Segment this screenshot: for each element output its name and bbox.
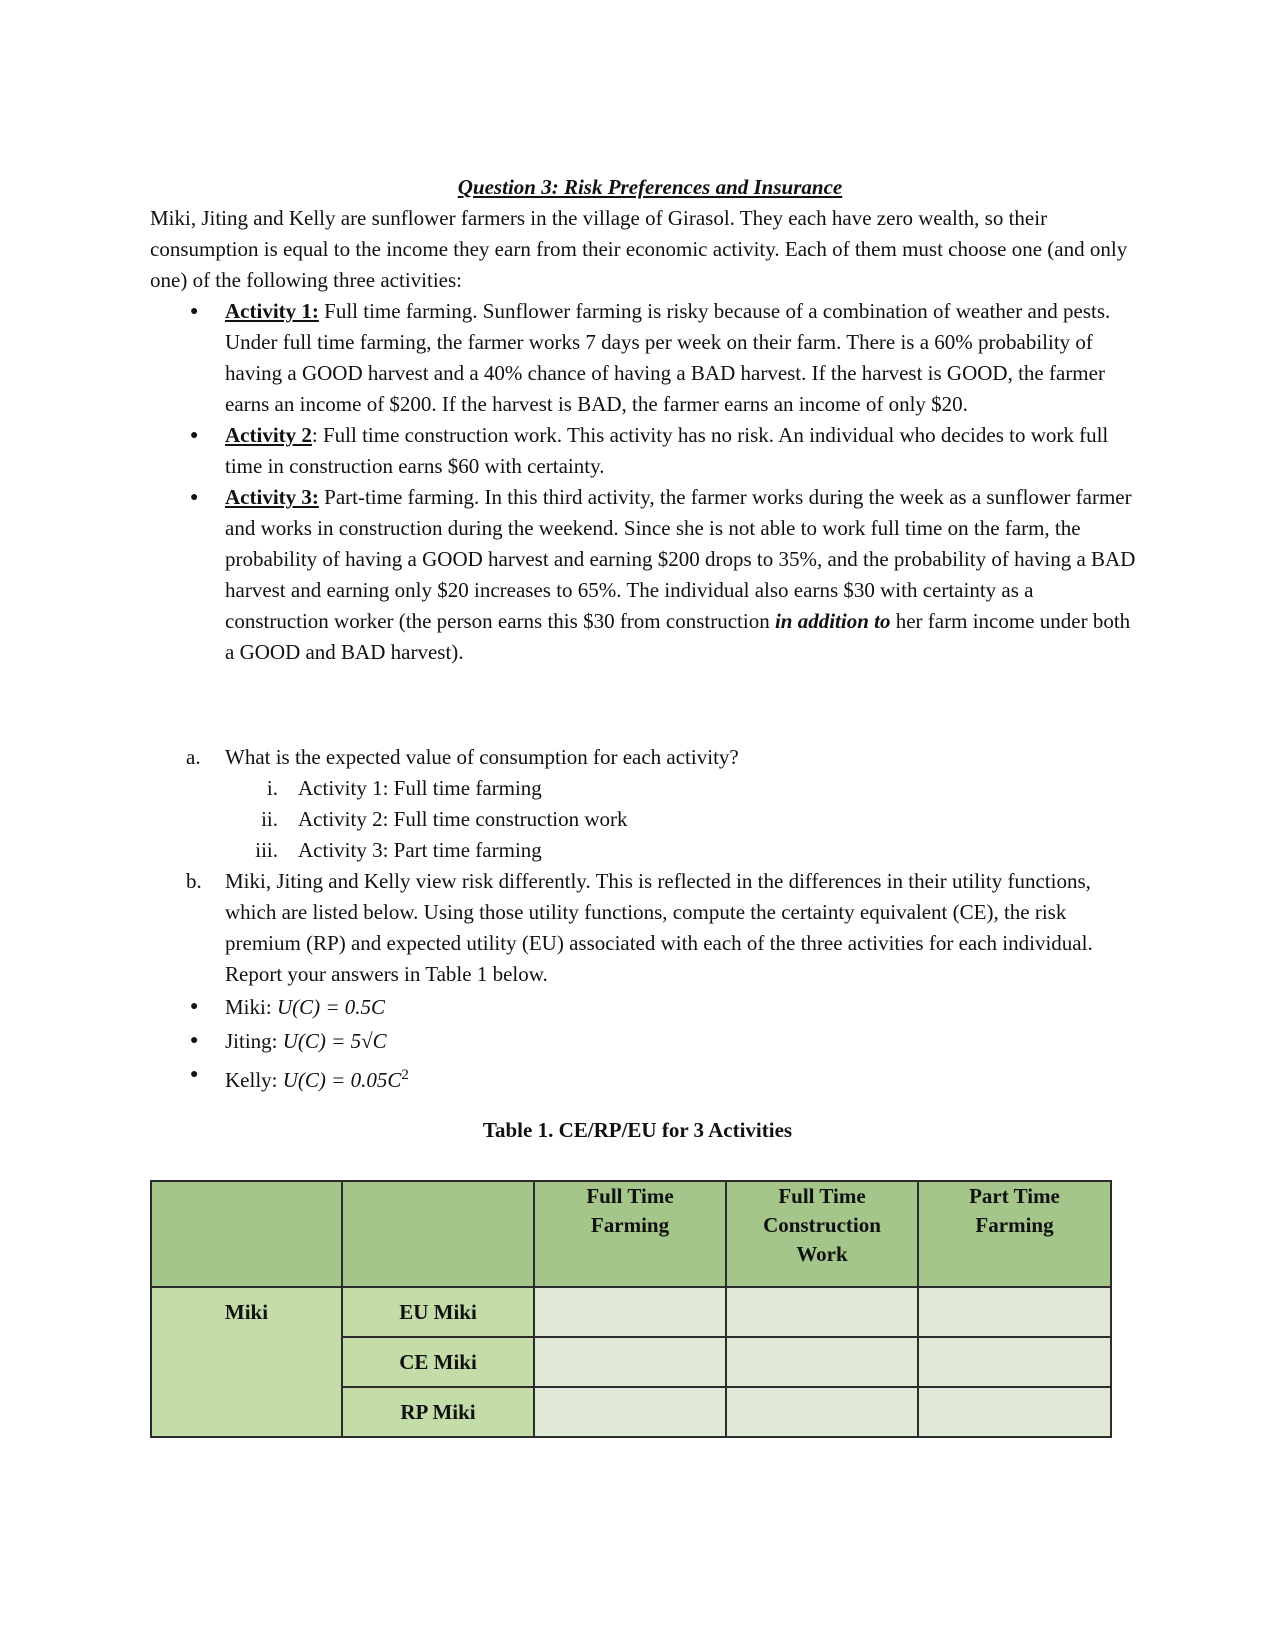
- utility-item: [150, 990, 1140, 1024]
- utility-function: U(C) = 0.05C: [282, 1068, 402, 1092]
- utility-name: Kelly:: [225, 1068, 278, 1092]
- answer-cell[interactable]: [534, 1387, 726, 1437]
- activity-text: Full time farming. Sunflower farming is risky because of a combination of weather and pests. Under full time farming, the farmer works 7 days per week on their farm. There is a 60% probability of having a GOOD harvest and a 40% chance of having a BAD harvest. If the harvest is GOOD, the farmer earns an income of $200. If the harvest is BAD, the farmer earns an income of only $20.: [225, 299, 1111, 416]
- bullet-icon: ●: [190, 1033, 199, 1048]
- sub-numeral: ii.: [261, 807, 278, 831]
- activity-heading: Activity 3:: [225, 485, 319, 509]
- utility-name: Jiting:: [225, 1029, 278, 1053]
- answer-cell[interactable]: [726, 1387, 918, 1437]
- question-label: a.: [186, 745, 201, 769]
- metric-label: RP Miki: [342, 1387, 534, 1437]
- utility-item: [150, 1058, 1140, 1097]
- table-caption: Table 1. CE/RP/EU for 3 Activities: [482, 1118, 793, 1142]
- answer-cell[interactable]: [534, 1287, 726, 1337]
- person-label: Miki: [224, 1300, 269, 1324]
- answer-cell[interactable]: [918, 1387, 1111, 1437]
- answer-cell[interactable]: [726, 1287, 918, 1337]
- question-text: Miki, Jiting and Kelly view risk differently. This is reflected in the differences in their utility functions, which are listed below. Using those utility functions, compute the certainty equivalent (CE), the risk premium (RP) and expected utility (EU) associated with each of the three activities for each individual. Report your answers in Table 1 below.: [225, 869, 1093, 986]
- bullet-icon: ●: [190, 999, 199, 1014]
- column-header: Part Time Farming: [918, 1181, 1111, 1287]
- activity-text: : Full time construction work. This activity has no risk. An individual who decides to work full time in construction earns $60 with certainty.: [225, 423, 1109, 478]
- answer-cell[interactable]: [534, 1337, 726, 1387]
- activity-text: Part-time farming. In this third activity, the farmer works during the week as a sunflower farmer and works in construction during the weekend. Since she is not able to work full time on the farm, the probability of having a GOOD harvest and earning $200 drops to 35%, and the probability of having a BAD harvest and earning only $20 increases to 65%. The individual also earns $30 with certainty as a construction worker (the person earns this $30 from construction: [225, 485, 1136, 633]
- utility-item: [150, 1024, 1140, 1058]
- bullet-icon: ●: [190, 428, 199, 443]
- utility-function: U(C) = 0.5C: [276, 995, 386, 1019]
- activity-heading: Activity 1:: [225, 299, 319, 323]
- table-header-row: [151, 1181, 1111, 1287]
- question-title-wrap: [150, 174, 1150, 200]
- utility-function: U(C) = 5√C: [282, 1029, 387, 1053]
- activity-heading: Activity 2: [225, 423, 312, 447]
- metric-label: EU Miki: [342, 1287, 534, 1337]
- header-blank-cell: [151, 1181, 342, 1287]
- utility-name: Miki:: [225, 995, 272, 1019]
- intro-paragraph: Miki, Jiting and Kelly are sunflower farmers in the village of Girasol. They each have zero wealth, so their consumption is equal to the income they earn from their economic activity. Each of them must choose one (and only one) of the following three activities:: [150, 206, 1128, 292]
- question-title: Question 3: Risk Preferences and Insurance: [457, 175, 843, 199]
- bullet-icon: ●: [190, 1067, 199, 1082]
- question-label: b.: [186, 869, 202, 893]
- column-header: Full Time Farming: [534, 1181, 726, 1287]
- activity-emphasis: in addition to: [774, 609, 891, 633]
- activity-list: [150, 296, 1140, 668]
- header-blank-cell: [342, 1181, 534, 1287]
- bullet-icon: ●: [190, 304, 199, 319]
- sub-text: Activity 3: Part time farming: [298, 838, 542, 862]
- activity-text-after: her farm income under both a GOOD and BAD harvest).: [225, 609, 1131, 664]
- question-text: What is the expected value of consumption for each activity?: [225, 745, 739, 769]
- table-row: [151, 1287, 1111, 1337]
- column-header: Full Time Construction Work: [726, 1181, 918, 1287]
- sub-item: [150, 773, 1140, 804]
- utility-exponent: 2: [401, 1067, 409, 1083]
- question-b: [150, 866, 1140, 990]
- question-a: [150, 742, 1140, 773]
- activity-item: [150, 296, 1140, 420]
- answer-cell[interactable]: [918, 1337, 1111, 1387]
- person-cell: [151, 1287, 342, 1437]
- sub-numeral: iii.: [255, 838, 278, 862]
- answer-cell[interactable]: [726, 1337, 918, 1387]
- metric-label: CE Miki: [342, 1337, 534, 1387]
- answer-table: [150, 1180, 1112, 1438]
- answer-cell[interactable]: [918, 1287, 1111, 1337]
- questions: [150, 742, 1140, 1097]
- activity-item: [150, 482, 1140, 668]
- sub-item: [150, 835, 1140, 866]
- sub-text: Activity 2: Full time construction work: [298, 807, 628, 831]
- sub-numeral: i.: [266, 776, 278, 800]
- sub-item: [150, 804, 1140, 835]
- activity-item: [150, 420, 1140, 482]
- sub-text: Activity 1: Full time farming: [298, 776, 542, 800]
- bullet-icon: ●: [190, 490, 199, 505]
